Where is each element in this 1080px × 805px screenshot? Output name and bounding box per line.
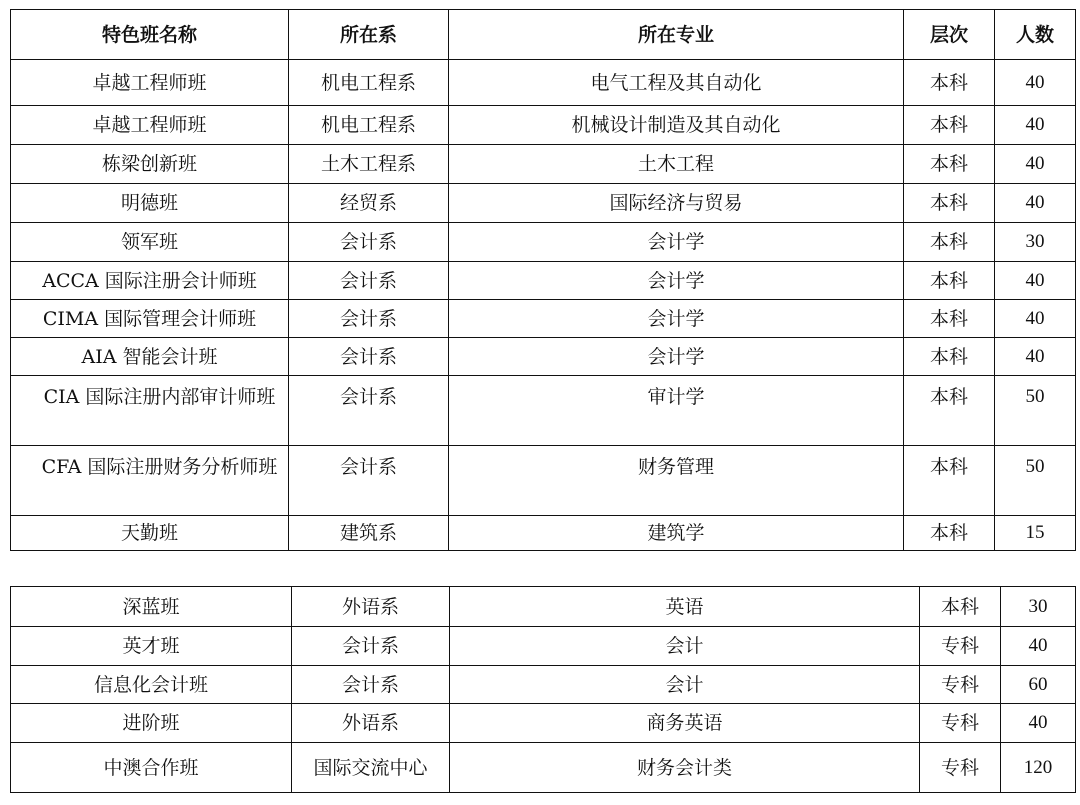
cell-level: 专科 [920,666,1001,704]
table-row [11,60,1076,106]
cell-class-name: 卓越工程师班 [11,106,289,145]
cell-major: 财务会计类 [450,743,920,793]
cell-level: 本科 [904,145,995,184]
cell-major: 国际经济与贸易 [449,184,904,223]
cell-level: 本科 [904,516,995,551]
cell-department: 会计系 [292,627,450,666]
cell-major: 机械设计制造及其自动化 [449,106,904,145]
cell-count: 40 [995,60,1076,106]
cell-major: 财务管理 [449,446,904,516]
cell-count: 15 [995,516,1076,551]
cell-major: 审计学 [449,376,904,446]
cell-department: 会计系 [289,262,449,300]
cell-department: 机电工程系 [289,60,449,106]
cell-department: 会计系 [289,446,449,516]
cell-department: 外语系 [292,587,450,627]
cell-count: 40 [995,262,1076,300]
cell-level: 本科 [904,223,995,262]
cell-count: 40 [1001,627,1076,666]
cell-level: 专科 [920,627,1001,666]
cell-class-name: 英才班 [11,627,292,666]
table-row [11,300,1076,338]
cell-major: 会计学 [449,338,904,376]
header-department: 所在系 [289,10,449,60]
cell-department: 外语系 [292,704,450,743]
cell-level: 本科 [904,60,995,106]
cell-department: 会计系 [289,376,449,446]
table-row [11,106,1076,145]
cell-major: 会计学 [449,262,904,300]
cell-class-name: 领军班 [11,223,289,262]
cell-class-name: ACCA 国际注册会计师班 [11,262,289,300]
cell-major: 会计 [450,666,920,704]
table-row [11,446,1076,516]
cell-class-name: 明德班 [11,184,289,223]
cell-class-name: 天勤班 [11,516,289,551]
cell-class-name: 深蓝班 [11,587,292,627]
table-row [11,587,1076,627]
cell-major: 电气工程及其自动化 [449,60,904,106]
cell-class-name: 栋梁创新班 [11,145,289,184]
cell-level: 本科 [920,587,1001,627]
cell-level: 本科 [904,106,995,145]
cell-class-name: 信息化会计班 [11,666,292,704]
cell-department: 经贸系 [289,184,449,223]
cell-level: 本科 [904,376,995,446]
table-row [11,627,1076,666]
cell-department: 会计系 [289,223,449,262]
cell-major: 土木工程 [449,145,904,184]
cell-count: 40 [995,145,1076,184]
header-major: 所在专业 [449,10,904,60]
cell-class-name: AIA 智能会计班 [11,338,289,376]
table-row [11,743,1076,793]
cell-department: 会计系 [292,666,450,704]
table-header-row [11,10,1076,60]
cell-department: 土木工程系 [289,145,449,184]
cell-level: 本科 [904,300,995,338]
cell-class-name: 卓越工程师班 [11,60,289,106]
cell-level: 专科 [920,743,1001,793]
cell-count: 30 [995,223,1076,262]
cell-level: 专科 [920,704,1001,743]
table-row [11,184,1076,223]
cell-department: 国际交流中心 [292,743,450,793]
table-row [11,376,1076,446]
cell-major: 会计学 [449,223,904,262]
cell-class-name: CFA 国际注册财务分析师班 [11,446,289,516]
cell-level: 本科 [904,446,995,516]
cell-count: 30 [1001,587,1076,627]
special-classes-table [10,9,1076,551]
header-count: 人数 [995,10,1076,60]
cell-level: 本科 [904,338,995,376]
cell-major: 会计 [450,627,920,666]
cell-department: 机电工程系 [289,106,449,145]
cell-level: 本科 [904,262,995,300]
header-class-name: 特色班名称 [11,10,289,60]
header-level: 层次 [904,10,995,60]
cell-count: 40 [995,300,1076,338]
table-row [11,262,1076,300]
cell-class-name: 中澳合作班 [11,743,292,793]
table-row [11,145,1076,184]
cell-count: 120 [1001,743,1076,793]
cell-department: 会计系 [289,338,449,376]
table-row [11,223,1076,262]
cell-count: 60 [1001,666,1076,704]
special-classes-table-continued [10,586,1076,793]
cell-class-name: CIMA 国际管理会计师班 [11,300,289,338]
cell-major: 英语 [450,587,920,627]
cell-class-name: 进阶班 [11,704,292,743]
cell-department: 会计系 [289,300,449,338]
table-row [11,704,1076,743]
cell-count: 40 [995,338,1076,376]
cell-count: 40 [995,106,1076,145]
cell-major: 建筑学 [449,516,904,551]
table-row [11,338,1076,376]
cell-count: 50 [995,376,1076,446]
cell-class-name: CIA 国际注册内部审计师班 [11,376,289,446]
cell-count: 50 [995,446,1076,516]
cell-level: 本科 [904,184,995,223]
cell-major: 商务英语 [450,704,920,743]
cell-major: 会计学 [449,300,904,338]
table-row [11,516,1076,551]
table-row [11,666,1076,704]
cell-count: 40 [995,184,1076,223]
cell-count: 40 [1001,704,1076,743]
cell-department: 建筑系 [289,516,449,551]
